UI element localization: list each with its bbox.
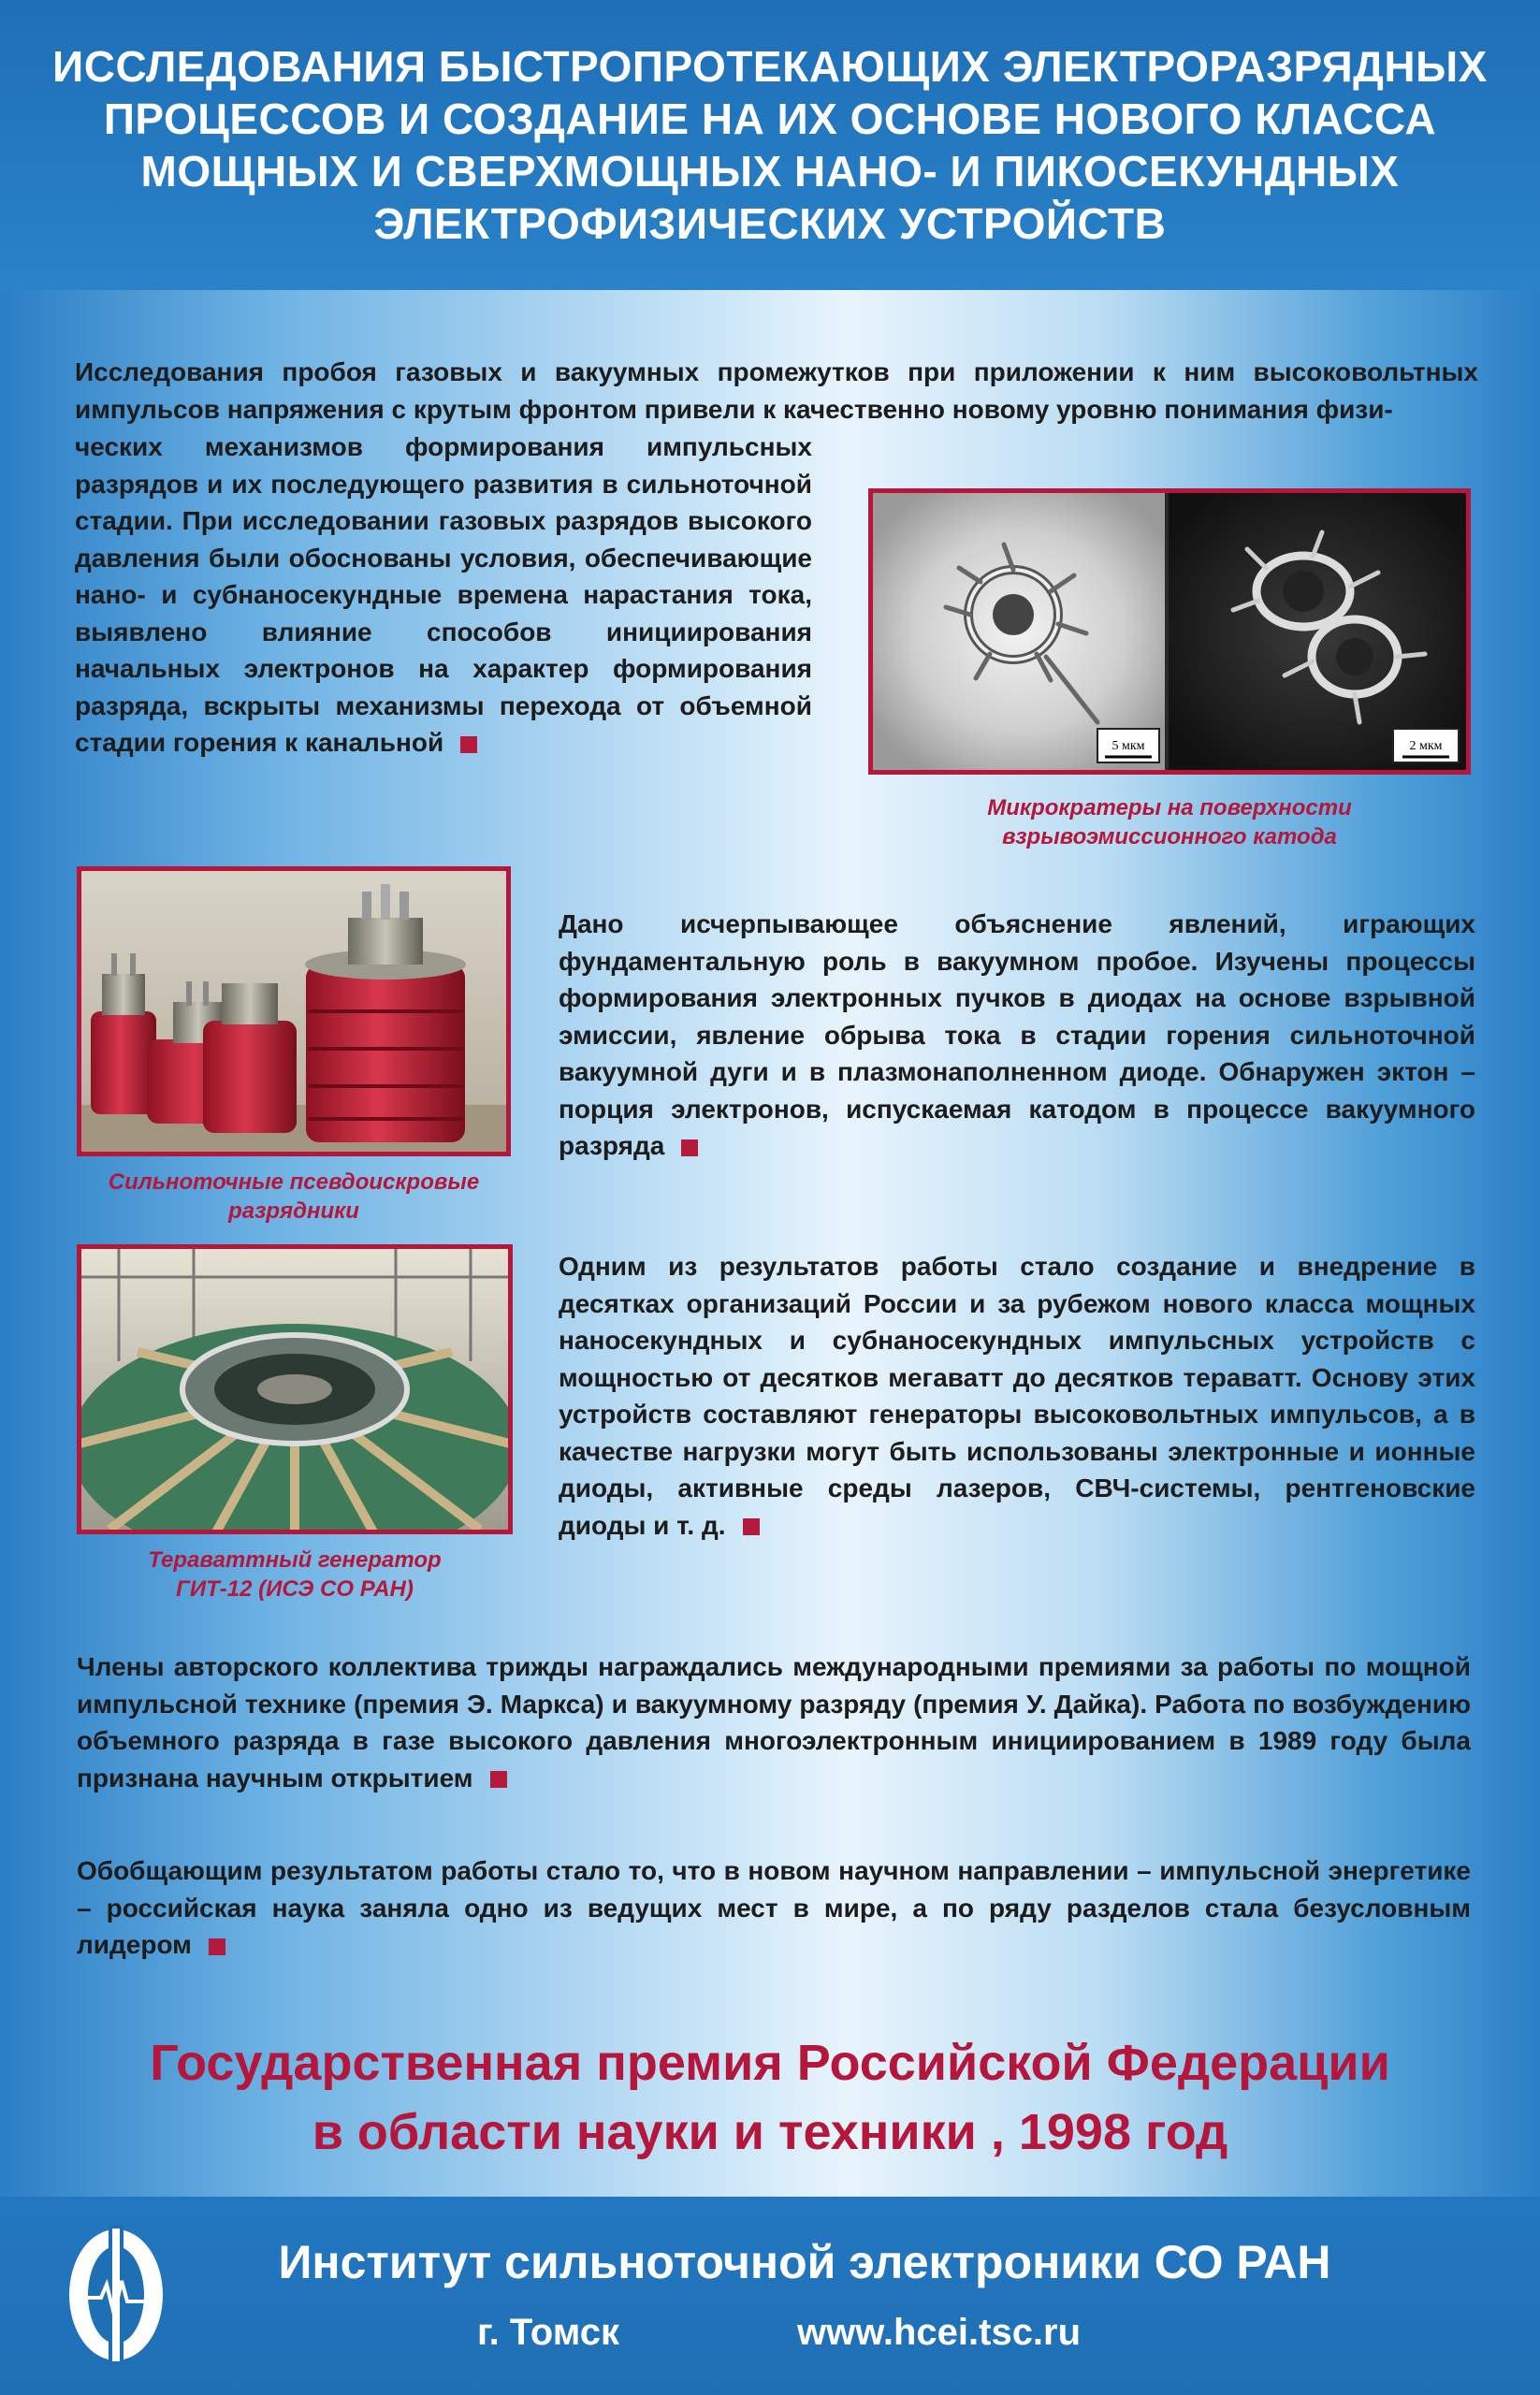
- website-link[interactable]: www.hcei.tsc.ru: [797, 2312, 1082, 2353]
- vacuum-paragraph: [559, 906, 1475, 1165]
- devices-text: Одним из результатов работы стало создание и внедрение в десятках организаций России и за рубежом нового класса мощных наносекундных и субнаносекундных импульсных устройств с мощностью от десятков мегаватт до десятков тераватт. Основу этих устройств составляют генераторы высоковольтных импульсов, а в качестве нагрузки могут быть использованы электронные и ионные диоды, активные среды лазеров, СВЧ-системы, рентгеновские диоды и т. д.: [559, 1252, 1475, 1540]
- end-bullet: [743, 1518, 760, 1535]
- dischargers-caption: [77, 1168, 511, 1226]
- caption-line: взрывоэмиссионного катода: [1002, 824, 1337, 849]
- city-label: г. Томск: [477, 2312, 620, 2353]
- microcraters-caption: [898, 793, 1441, 851]
- page-title: ИССЛЕДОВАНИЯ БЫСТРОПРОТЕКАЮЩИХ ЭЛЕКТРОРАЗРЯДНЫХ ПРОЦЕССОВ И СОЗДАНИЕ НА ИХ ОСНОВЕ НОВОГО КЛАССА МОЩНЫХ И СВЕРХМОЩНЫХ НАНО- И ПИКОСЕКУНДНЫХ ЭЛЕКТРОФИЗИЧЕСКИХ УСТРОЙСТВ: [52, 42, 1488, 248]
- awards-paragraph: [77, 1648, 1471, 1796]
- generator-image: [81, 1249, 508, 1530]
- footer-banner: [0, 2197, 1540, 2395]
- intro-paragraph-top: [75, 354, 1478, 428]
- caption-line: Сильноточные псевдоискровые: [108, 1169, 480, 1195]
- intro-paragraph-column: [75, 428, 812, 762]
- header-banner: [0, 0, 1540, 290]
- prize-line2: в области науки и техники , 1998 год: [312, 2104, 1228, 2160]
- caption-line: Микрократеры на поверхности: [987, 795, 1352, 820]
- awards-text: Члены авторского коллектива трижды награждались международными премиями за работы по мощной импульсной технике (премия Э. Маркса) и вакуумному разряду (премия У. Дайка). Работа по возбуждению объемного разряда в газе высокого давления многоэлектронным инициированием в 1989 году была признана научным открытием: [77, 1652, 1471, 1793]
- microcraters-image: [873, 493, 1466, 770]
- caption-line: ГИТ-12 (ИСЭ СО РАН): [176, 1576, 414, 1602]
- generator-caption: [77, 1546, 513, 1604]
- end-bullet: [681, 1139, 698, 1156]
- caption-line: Тераваттный генератор: [148, 1547, 442, 1573]
- state-prize-title: [0, 2028, 1540, 2167]
- end-bullet: [490, 1771, 507, 1788]
- summary-text: Обобщающим результатом работы стало то, что в новом научном направлении – импульсной энергетике – российская наука заняла одно из ведущих мест в мире, а по ряду разделов стала безусловным лидером: [77, 1856, 1471, 1959]
- intro-text-line2: ческих механизмов формирования импульсных разрядов и их последующего развития в сильноточной стадии. При исследовании газовых разрядов высокого давления были обоснованы условия, обеспечивающие нано- и субнаносекундные времена нарастания тока, выявлено влияние способов инициирования начальных электронов на характер формирования разряда, вскрыты механизмы перехода от объемной стадии горения к канальной: [75, 432, 812, 757]
- intro-text-line1: Исследования пробоя газовых и вакуумных промежутков при приложении к ним высоковольтных импульсов напряжения с крутым фронтом привели к качественно новому уровню понимания физи-: [75, 357, 1478, 424]
- end-bullet: [460, 736, 477, 753]
- scale-label-right: 2 мкм: [1409, 739, 1443, 753]
- institute-logo-icon: [65, 2225, 167, 2365]
- scale-label-left: 5 мкм: [1111, 739, 1145, 753]
- devices-paragraph: [559, 1248, 1475, 1544]
- dischargers-figure: [77, 866, 511, 1156]
- generator-figure: [77, 1244, 513, 1534]
- end-bullet: [209, 1938, 225, 1955]
- caption-line: разрядники: [228, 1198, 359, 1224]
- summary-paragraph: [77, 1852, 1471, 1964]
- prize-line1: Государственная премия Российской Федерации: [150, 2035, 1390, 2091]
- vacuum-text: Дано исчерпывающее объяснение явлений, играющих фундаментальную роль в вакуумном пробое. Изучены процессы формирования электронных пучков в диодах на основе взрывной эмиссии, явление обрыва тока в стадии горения сильноточной вакуумной дуги и в плазмонаполненном диоде. Обнаружен эктон – порция электронов, испускаемая катодом в процессе вакуумного разряда: [559, 909, 1475, 1160]
- microcraters-figure: [868, 488, 1471, 775]
- institute-name: Институт сильноточной электроники СО РАН: [278, 2236, 1331, 2288]
- dischargers-image: [81, 871, 506, 1152]
